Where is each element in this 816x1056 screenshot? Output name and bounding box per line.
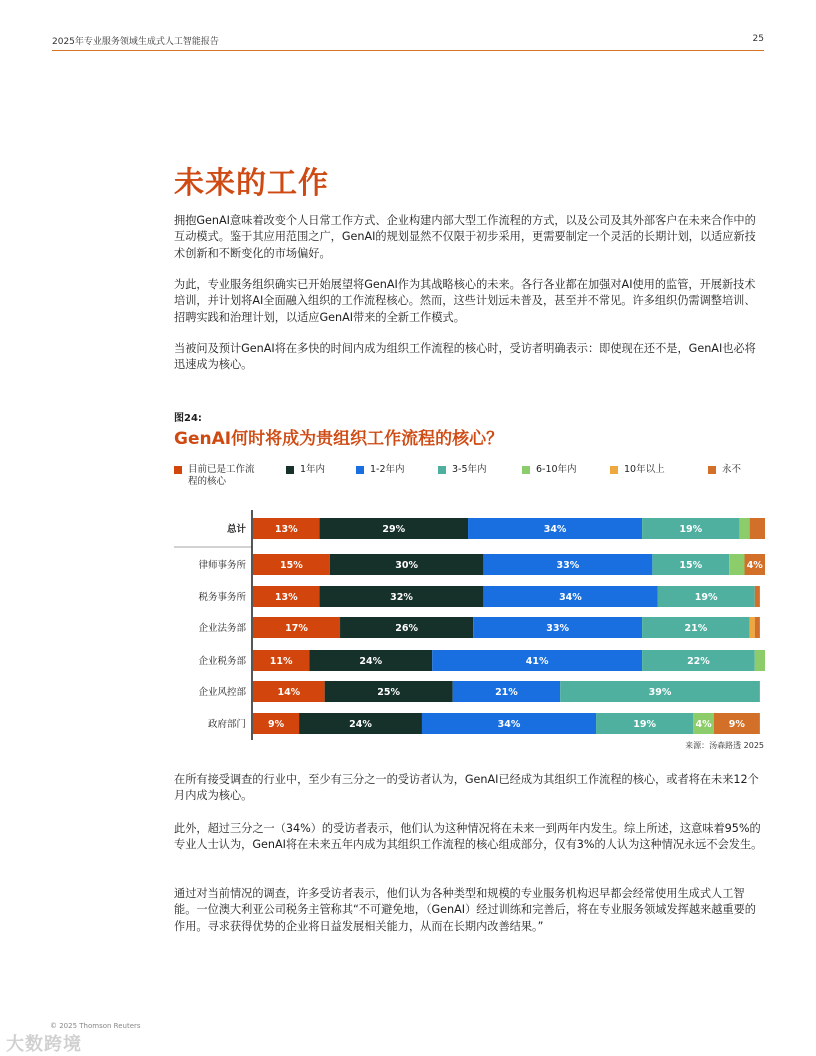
chart-svg <box>174 510 768 742</box>
bar-data-label: 33% <box>546 623 570 634</box>
legend-swatch <box>708 466 716 474</box>
bar-data-label: 9% <box>267 719 285 730</box>
header-divider <box>52 50 764 51</box>
bar-segment <box>750 518 765 539</box>
copyright-footer: © 2025 Thomson Reuters <box>50 1022 141 1030</box>
bar-data-label: 30% <box>395 560 418 571</box>
bar-data-label: 19% <box>633 719 657 730</box>
bar-data-label: 39% <box>648 687 672 698</box>
bar-segment <box>755 617 760 638</box>
category-tick-label: 总计 <box>226 524 246 535</box>
paragraph-5: 此外，超过三分之一（34%）的受访者表示，他们认为这种情况将在未来一到两年内发生。综上所述，这意味着95%的专业人士认为，GenAI将在未来五年内成为其组织工作流程的核心组成部分，仅有3%的人认为这种情况永远不会发生。 <box>174 822 763 852</box>
legend-label: 3-5年内 <box>452 464 487 475</box>
category-tick-label: 企业税务部 <box>198 656 246 667</box>
paragraph-4: 在所有接受调查的行业中，至少有三分之一的受访者认为，GenAI已经成为其组织工作流程的核心，或者将在未来12个月内成为核心。 <box>174 773 759 803</box>
legend-label: 10年以上 <box>624 464 665 475</box>
bar-segment <box>755 586 760 607</box>
bar-data-label: 15% <box>280 560 303 571</box>
legend-swatch <box>286 466 294 474</box>
paragraph-6: 通过对当前情况的调查，许多受访者表示，他们认为各种类型和规模的专业服务机构迟早都会经常使用生成式人工智能。一位澳大利亚公司税务主管称其“不可避免地，（GenAI）经过训练和完善后，将在专业服务领域发挥越来越重要的作用。寻求获得优势的企业将日益发展相关能力，从而在长期内改善结果。” <box>174 887 756 933</box>
category-tick-label: 税务事务所 <box>198 592 246 603</box>
bar-data-label: 26% <box>395 623 418 634</box>
bar-data-label: 41% <box>525 656 549 667</box>
bar-data-label: 22% <box>687 656 710 667</box>
chart-legend <box>174 464 764 492</box>
category-tick-label: 律师事务所 <box>198 560 246 571</box>
bar-segment <box>750 617 755 638</box>
bar-data-label: 33% <box>556 560 580 571</box>
category-tick-label: 企业法务部 <box>198 623 246 634</box>
stacked-bar-chart <box>174 510 768 742</box>
bar-data-label: 32% <box>390 592 413 603</box>
bar-data-label: 13% <box>274 524 298 535</box>
bar-data-label: 11% <box>269 656 293 667</box>
bar-segment <box>755 650 765 671</box>
bar-data-label: 25% <box>377 687 401 698</box>
bar-data-label: 14% <box>277 687 301 698</box>
category-tick-label: 政府部门 <box>207 719 246 730</box>
bar-data-label: 34% <box>543 524 567 535</box>
legend-swatch <box>610 466 618 474</box>
page-number: 25 <box>752 34 764 44</box>
figure-source: 来源：汤森路透 2025 <box>685 741 764 750</box>
category-tick-label: 企业风控部 <box>198 687 246 698</box>
legend-label: 6-10年内 <box>536 464 577 475</box>
paragraph-1: 拥抱GenAI意味着改变个人日常工作方式、企业构建内部大型工作流程的方式，以及公司及其外部客户在未来合作中的互动模式。鉴于其应用范围之广，GenAI的规划显然不仅限于初步采用，更需要制定一个灵活的长期计划，以适应新技术创新和不断变化的市场偏好。 <box>174 214 756 260</box>
paragraph-3: 当被问及预计GenAI将在多快的时间内成为组织工作流程的核心时，受访者明确表示：即使现在还不是，GenAI也必将迅速成为核心。 <box>174 342 756 372</box>
bar-data-label: 24% <box>359 656 383 667</box>
page-header <box>52 34 764 50</box>
bar-data-label: 21% <box>495 687 518 698</box>
section-title: 未来的工作 <box>174 166 329 201</box>
legend-swatch <box>438 466 446 474</box>
bar-data-label: 9% <box>728 719 745 730</box>
bar-data-label: 4% <box>695 719 712 730</box>
bar-segment <box>729 554 744 575</box>
bar-data-label: 19% <box>679 524 703 535</box>
bar-data-label: 34% <box>559 592 582 603</box>
legend-label: 1-2年内 <box>370 464 405 475</box>
paragraph-2: 为此，专业服务组织确实已开始展望将GenAI作为其战略核心的未来。各行各业都在加强对AI使用的监管，开展新技术培训，并计划将AI全面融入组织的工作流程核心。然而，这些计划远未普及，甚至并不常见。许多组织仍需调整培训、招聘实践和治理计划，以适应GenAI带来的全新工作模式。 <box>174 278 756 324</box>
bar-data-label: 17% <box>285 623 308 634</box>
legend-swatch <box>356 466 364 474</box>
bar-segment <box>739 518 749 539</box>
bar-data-label: 4% <box>746 560 763 571</box>
watermark-logo: 大数跨境 <box>6 1034 82 1055</box>
bar-data-label: 21% <box>684 623 708 634</box>
bar-data-label: 29% <box>382 524 406 535</box>
bar-data-label: 15% <box>679 560 703 571</box>
legend-label: 永不 <box>722 464 742 475</box>
bar-data-label: 24% <box>349 719 372 730</box>
chart-title: GenAI何时将成为贵组织工作流程的核心？ <box>174 429 504 449</box>
bar-data-label: 19% <box>694 592 718 603</box>
legend-swatch <box>522 466 530 474</box>
figure-label: 图24: <box>174 413 202 424</box>
legend-swatch <box>174 466 182 474</box>
document-title: 2025年专业服务领域生成式人工智能报告 <box>52 37 219 47</box>
bar-data-label: 34% <box>497 719 521 730</box>
bar-data-label: 13% <box>274 592 298 603</box>
legend-label: 1年内 <box>300 464 326 475</box>
legend-label: 目前已是工作流程的核心 <box>188 464 255 487</box>
